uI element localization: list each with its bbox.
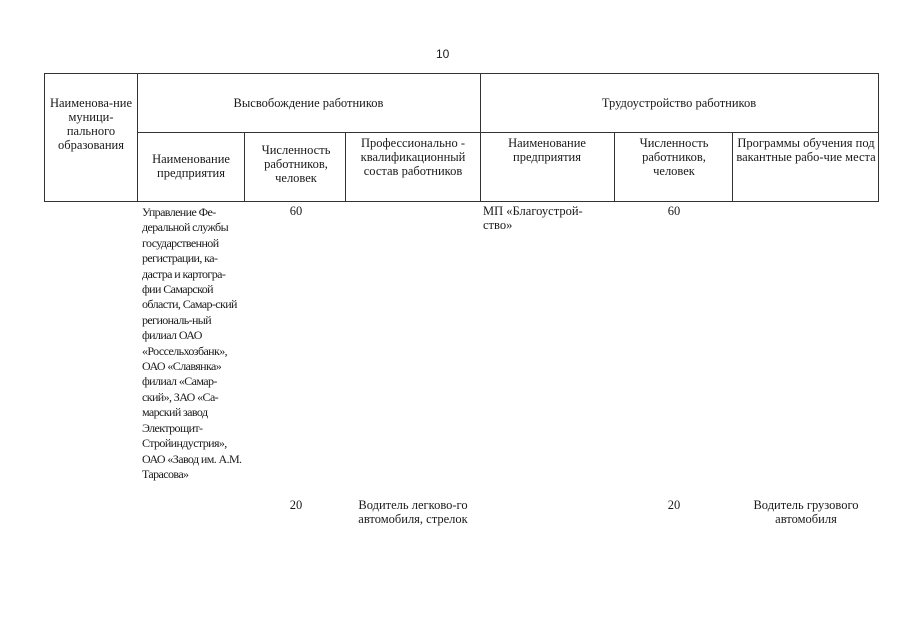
subheader-divider-left [137, 132, 480, 133]
row2-employment-programs: Водитель грузового автомобиля [753, 498, 859, 526]
header-municipality: Наименова-ние муници-пального образования [49, 96, 133, 152]
col-divider-group [480, 73, 481, 202]
page-number: 10 [436, 47, 450, 61]
row2-employment-count: 20 [667, 498, 681, 512]
header-employment-enterprise: Наименование предприятия [508, 136, 586, 164]
col-divider-1 [137, 73, 138, 202]
header-bottom-border [44, 201, 878, 202]
header-release-enterprise: Наименование предприятия [152, 152, 230, 180]
subheader-divider-right [480, 132, 878, 133]
col-divider-3 [345, 132, 346, 202]
row2-release-count: 20 [289, 498, 303, 512]
table-top-border [44, 73, 878, 74]
header-employment-programs: Программы обучения под вакантные рабо-чие места [736, 136, 876, 164]
row1-employment-count: 60 [667, 204, 681, 218]
row1-release-count: 60 [289, 204, 303, 218]
header-employment-count: Численность работников, человек [639, 136, 709, 178]
col-divider-6 [732, 132, 733, 202]
row2-release-qualification: Водитель легково-го автомобиля, стрелок [358, 498, 468, 526]
header-release-qualification: Профессионально - квалификационный состав работников [360, 136, 466, 178]
row1-employment-enterprise: МП «Благоустрой-ство» [483, 204, 583, 232]
header-release-count: Численность работников, человек [261, 143, 331, 185]
row1-release-enterprise: Управление Фе-деральной службы государственной регистрации, ка-дастра и картогра-фии Самарской области, Самар-ский региональ-ный филиал ОАО «Россельхозбанк», ОАО «Славянка» филиал «Самар-ский», ЗАО «Са-марский завод Электрощит-Стройиндустрия», ОАО «Завод им. А.М. Тарасова» [142, 205, 242, 481]
table-right-border [878, 73, 879, 202]
col-divider-5 [614, 132, 615, 202]
header-employment-group: Трудоустройство работников [601, 96, 757, 110]
table-left-border [44, 73, 45, 202]
col-divider-2 [244, 132, 245, 202]
header-release-group: Высвобождение работников [233, 96, 384, 110]
